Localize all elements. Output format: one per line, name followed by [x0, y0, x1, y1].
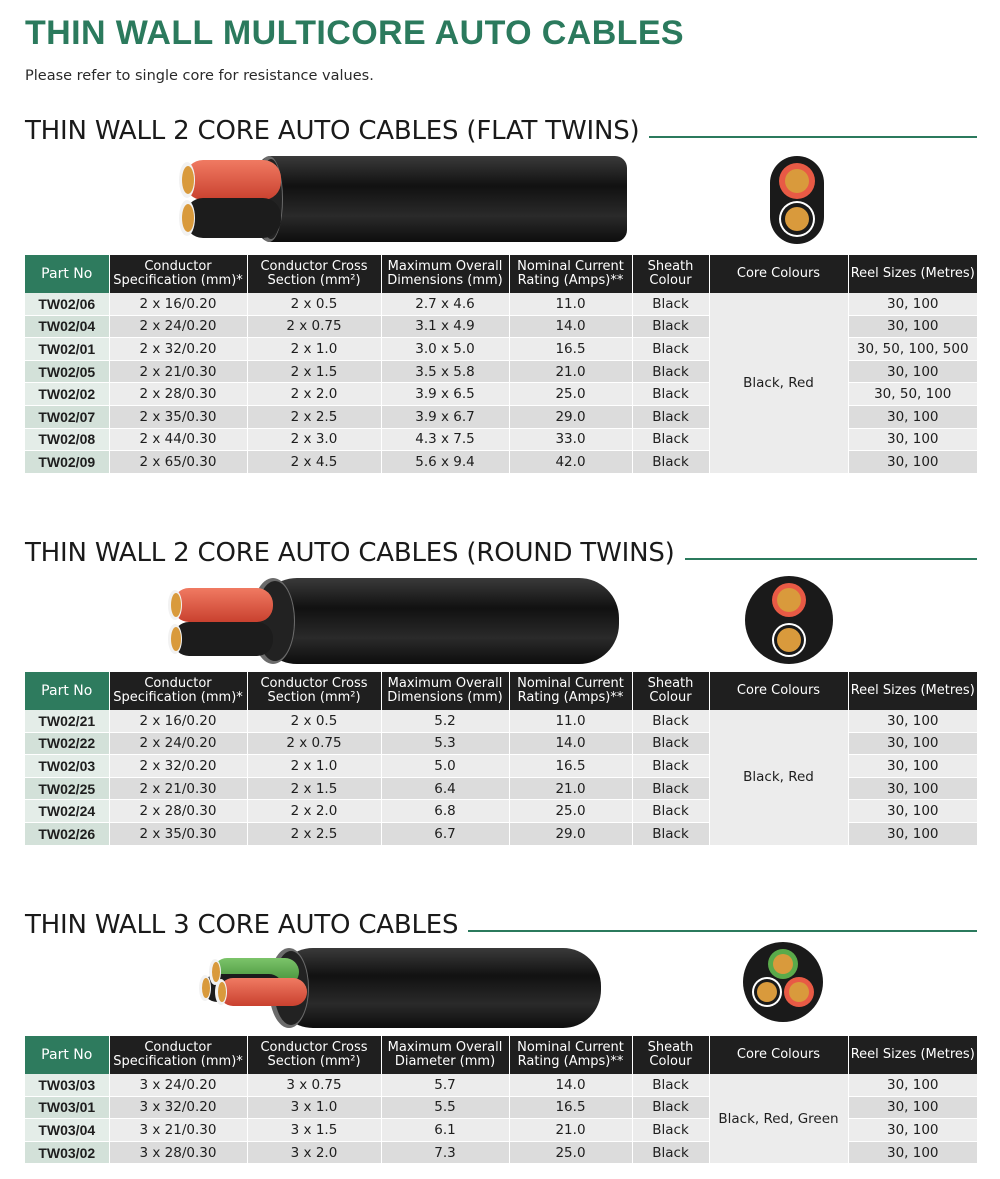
cell-overall-dimensions: 5.6 x 9.4 [381, 451, 509, 474]
round-twin-cross-section [743, 568, 835, 668]
cell-current-rating: 16.5 [509, 1096, 632, 1119]
cell-part-no: TW02/01 [25, 338, 109, 361]
cell-cross-section: 2 x 2.0 [247, 383, 381, 406]
cable-images [25, 940, 977, 1040]
cell-current-rating: 11.0 [509, 710, 632, 732]
header-overall-dimensions: Maximum Overall Diameter (mm) [381, 1036, 509, 1074]
cell-conductor-spec: 2 x 24/0.20 [109, 732, 247, 755]
cell-sheath-colour: Black [632, 451, 709, 474]
three-core-table [25, 1036, 977, 1164]
cell-sheath-colour: Black [632, 755, 709, 778]
cell-overall-dimensions: 7.3 [381, 1141, 509, 1164]
header-cross-section: Conductor Cross Section (mm²) [247, 255, 381, 293]
cell-reel-sizes: 30, 100 [848, 777, 977, 800]
cell-cross-section: 2 x 0.5 [247, 710, 381, 732]
cell-overall-dimensions: 5.5 [381, 1096, 509, 1119]
cell-part-no: TW02/08 [25, 428, 109, 451]
cell-reel-sizes: 30, 100 [848, 360, 977, 383]
header-overall-dimensions: Maximum Overall Dimensions (mm) [381, 672, 509, 710]
round-twin-cable-illustration [165, 568, 625, 668]
cell-current-rating: 16.5 [509, 755, 632, 778]
header-sheath-colour: Sheath Colour [632, 672, 709, 710]
cell-conductor-spec: 2 x 16/0.20 [109, 293, 247, 315]
cell-conductor-spec: 2 x 32/0.20 [109, 338, 247, 361]
cell-sheath-colour: Black [632, 732, 709, 755]
cell-part-no: TW02/06 [25, 293, 109, 315]
cell-cross-section: 3 x 1.0 [247, 1096, 381, 1119]
cell-conductor-spec: 3 x 24/0.20 [109, 1074, 247, 1096]
page-note: Please refer to single core for resistance values. [25, 68, 374, 84]
cell-reel-sizes: 30, 100 [848, 732, 977, 755]
header-cross-section: Conductor Cross Section (mm²) [247, 672, 381, 710]
cell-reel-sizes: 30, 100 [848, 405, 977, 428]
cell-current-rating: 16.5 [509, 338, 632, 361]
section-rule [468, 930, 977, 932]
cell-sheath-colour: Black [632, 360, 709, 383]
cell-current-rating: 25.0 [509, 1141, 632, 1164]
cell-sheath-colour: Black [632, 822, 709, 845]
cell-overall-dimensions: 5.0 [381, 755, 509, 778]
cell-reel-sizes: 30, 100 [848, 755, 977, 778]
cell-part-no: TW02/02 [25, 383, 109, 406]
cell-conductor-spec: 3 x 21/0.30 [109, 1119, 247, 1142]
cell-cross-section: 2 x 0.75 [247, 315, 381, 338]
cell-overall-dimensions: 3.9 x 6.5 [381, 383, 509, 406]
flat-twins-table [25, 255, 977, 474]
cell-cross-section: 2 x 3.0 [247, 428, 381, 451]
cell-overall-dimensions: 4.3 x 7.5 [381, 428, 509, 451]
cell-cross-section: 2 x 1.0 [247, 338, 381, 361]
table-row [25, 710, 977, 732]
cell-overall-dimensions: 2.7 x 4.6 [381, 293, 509, 315]
cell-current-rating: 11.0 [509, 293, 632, 315]
cell-part-no: TW03/01 [25, 1096, 109, 1119]
cell-part-no: TW03/02 [25, 1141, 109, 1164]
cell-current-rating: 21.0 [509, 1119, 632, 1142]
cell-reel-sizes: 30, 100 [848, 1074, 977, 1096]
header-cross-section: Conductor Cross Section (mm²) [247, 1036, 381, 1074]
section-3-core [25, 906, 977, 1161]
cell-conductor-spec: 2 x 21/0.30 [109, 777, 247, 800]
cell-sheath-colour: Black [632, 710, 709, 732]
cell-conductor-spec: 2 x 35/0.30 [109, 822, 247, 845]
header-sheath-colour: Sheath Colour [632, 1036, 709, 1074]
cell-part-no: TW02/07 [25, 405, 109, 428]
cell-current-rating: 14.0 [509, 315, 632, 338]
cell-sheath-colour: Black [632, 777, 709, 800]
cell-cross-section: 2 x 0.5 [247, 293, 381, 315]
header-current-rating: Nominal Current Rating (Amps)** [509, 255, 632, 293]
cell-reel-sizes: 30, 100 [848, 428, 977, 451]
table-row [25, 1074, 977, 1096]
three-core-cross-section [741, 940, 825, 1024]
cell-sheath-colour: Black [632, 405, 709, 428]
section-flat-twins [25, 112, 977, 470]
cell-current-rating: 21.0 [509, 777, 632, 800]
cell-conductor-spec: 2 x 21/0.30 [109, 360, 247, 383]
cell-overall-dimensions: 6.1 [381, 1119, 509, 1142]
cell-part-no: TW02/05 [25, 360, 109, 383]
cell-overall-dimensions: 3.5 x 5.8 [381, 360, 509, 383]
section-title: THIN WALL 2 CORE AUTO CABLES (ROUND TWINS) [25, 538, 675, 568]
table-row [25, 293, 977, 315]
cell-conductor-spec: 2 x 28/0.30 [109, 383, 247, 406]
cell-reel-sizes: 30, 100 [848, 1141, 977, 1164]
section-heading [25, 906, 977, 940]
cell-overall-dimensions: 6.8 [381, 800, 509, 823]
cell-overall-dimensions: 3.9 x 6.7 [381, 405, 509, 428]
cell-cross-section: 3 x 1.5 [247, 1119, 381, 1142]
cell-current-rating: 21.0 [509, 360, 632, 383]
header-core-colours: Core Colours [709, 1036, 848, 1074]
cell-sheath-colour: Black [632, 1119, 709, 1142]
cell-cross-section: 3 x 0.75 [247, 1074, 381, 1096]
section-heading [25, 112, 977, 146]
cell-conductor-spec: 2 x 65/0.30 [109, 451, 247, 474]
header-conductor-spec: Conductor Specification (mm)* [109, 1036, 247, 1074]
cell-sheath-colour: Black [632, 1074, 709, 1096]
cell-current-rating: 14.0 [509, 1074, 632, 1096]
cell-sheath-colour: Black [632, 800, 709, 823]
cell-cross-section: 2 x 1.5 [247, 777, 381, 800]
cable-images [25, 146, 977, 246]
flat-twin-cable-illustration [173, 146, 633, 246]
cell-cross-section: 2 x 1.5 [247, 360, 381, 383]
page-title: THIN WALL MULTICORE AUTO CABLES [25, 14, 684, 52]
header-part-no: Part No [25, 255, 109, 293]
cell-conductor-spec: 3 x 28/0.30 [109, 1141, 247, 1164]
flat-twin-cross-section [765, 146, 825, 246]
header-part-no: Part No [25, 672, 109, 710]
header-part-no: Part No [25, 1036, 109, 1074]
cell-cross-section: 2 x 0.75 [247, 732, 381, 755]
cell-core-colours: Black, Red [709, 293, 848, 473]
cell-cross-section: 2 x 2.5 [247, 822, 381, 845]
header-sheath-colour: Sheath Colour [632, 255, 709, 293]
cell-cross-section: 2 x 2.0 [247, 800, 381, 823]
cell-core-colours: Black, Red, Green [709, 1074, 848, 1164]
cell-cross-section: 2 x 1.0 [247, 755, 381, 778]
section-title: THIN WALL 2 CORE AUTO CABLES (FLAT TWINS) [25, 116, 640, 146]
cell-sheath-colour: Black [632, 1141, 709, 1164]
header-core-colours: Core Colours [709, 672, 848, 710]
section-rule [685, 558, 977, 560]
cell-reel-sizes: 30, 100 [848, 822, 977, 845]
cell-conductor-spec: 3 x 32/0.20 [109, 1096, 247, 1119]
cell-conductor-spec: 2 x 16/0.20 [109, 710, 247, 732]
cell-sheath-colour: Black [632, 428, 709, 451]
cell-part-no: TW03/04 [25, 1119, 109, 1142]
cell-cross-section: 3 x 2.0 [247, 1141, 381, 1164]
cell-overall-dimensions: 5.2 [381, 710, 509, 732]
cell-reel-sizes: 30, 100 [848, 800, 977, 823]
cell-current-rating: 29.0 [509, 822, 632, 845]
cell-sheath-colour: Black [632, 383, 709, 406]
cell-part-no: TW02/25 [25, 777, 109, 800]
cell-cross-section: 2 x 2.5 [247, 405, 381, 428]
round-twins-table [25, 672, 977, 846]
cell-part-no: TW02/26 [25, 822, 109, 845]
cell-reel-sizes: 30, 100 [848, 710, 977, 732]
cell-part-no: TW02/04 [25, 315, 109, 338]
cell-conductor-spec: 2 x 32/0.20 [109, 755, 247, 778]
cell-sheath-colour: Black [632, 315, 709, 338]
cell-overall-dimensions: 5.7 [381, 1074, 509, 1096]
header-conductor-spec: Conductor Specification (mm)* [109, 255, 247, 293]
cell-part-no: TW02/09 [25, 451, 109, 474]
section-title: THIN WALL 3 CORE AUTO CABLES [25, 910, 459, 940]
cell-sheath-colour: Black [632, 293, 709, 315]
cell-part-no: TW02/24 [25, 800, 109, 823]
cell-reel-sizes: 30, 100 [848, 451, 977, 474]
header-current-rating: Nominal Current Rating (Amps)** [509, 672, 632, 710]
cell-conductor-spec: 2 x 24/0.20 [109, 315, 247, 338]
cell-current-rating: 42.0 [509, 451, 632, 474]
cell-reel-sizes: 30, 100 [848, 315, 977, 338]
cell-sheath-colour: Black [632, 1096, 709, 1119]
header-current-rating: Nominal Current Rating (Amps)** [509, 1036, 632, 1074]
cell-reel-sizes: 30, 100 [848, 293, 977, 315]
cell-conductor-spec: 2 x 28/0.30 [109, 800, 247, 823]
header-reel-sizes: Reel Sizes (Metres) [848, 255, 977, 293]
cell-cross-section: 2 x 4.5 [247, 451, 381, 474]
header-conductor-spec: Conductor Specification (mm)* [109, 672, 247, 710]
three-core-cable-illustration [175, 940, 605, 1030]
header-overall-dimensions: Maximum Overall Dimensions (mm) [381, 255, 509, 293]
cell-current-rating: 14.0 [509, 732, 632, 755]
cell-part-no: TW03/03 [25, 1074, 109, 1096]
cell-current-rating: 25.0 [509, 383, 632, 406]
section-rule [649, 136, 977, 138]
cell-part-no: TW02/03 [25, 755, 109, 778]
header-core-colours: Core Colours [709, 255, 848, 293]
cell-reel-sizes: 30, 100 [848, 1096, 977, 1119]
cell-overall-dimensions: 3.0 x 5.0 [381, 338, 509, 361]
header-reel-sizes: Reel Sizes (Metres) [848, 1036, 977, 1074]
cell-reel-sizes: 30, 100 [848, 1119, 977, 1142]
cell-overall-dimensions: 6.4 [381, 777, 509, 800]
cell-overall-dimensions: 3.1 x 4.9 [381, 315, 509, 338]
cell-current-rating: 29.0 [509, 405, 632, 428]
cell-current-rating: 33.0 [509, 428, 632, 451]
cell-part-no: TW02/22 [25, 732, 109, 755]
cell-sheath-colour: Black [632, 338, 709, 361]
header-reel-sizes: Reel Sizes (Metres) [848, 672, 977, 710]
cell-part-no: TW02/21 [25, 710, 109, 732]
cell-reel-sizes: 30, 50, 100 [848, 383, 977, 406]
section-round-twins [25, 534, 977, 842]
cell-reel-sizes: 30, 50, 100, 500 [848, 338, 977, 361]
cell-conductor-spec: 2 x 44/0.30 [109, 428, 247, 451]
cell-current-rating: 25.0 [509, 800, 632, 823]
cell-overall-dimensions: 6.7 [381, 822, 509, 845]
section-heading [25, 534, 977, 568]
cell-conductor-spec: 2 x 35/0.30 [109, 405, 247, 428]
cell-core-colours: Black, Red [709, 710, 848, 845]
cable-images [25, 568, 977, 668]
cell-overall-dimensions: 5.3 [381, 732, 509, 755]
